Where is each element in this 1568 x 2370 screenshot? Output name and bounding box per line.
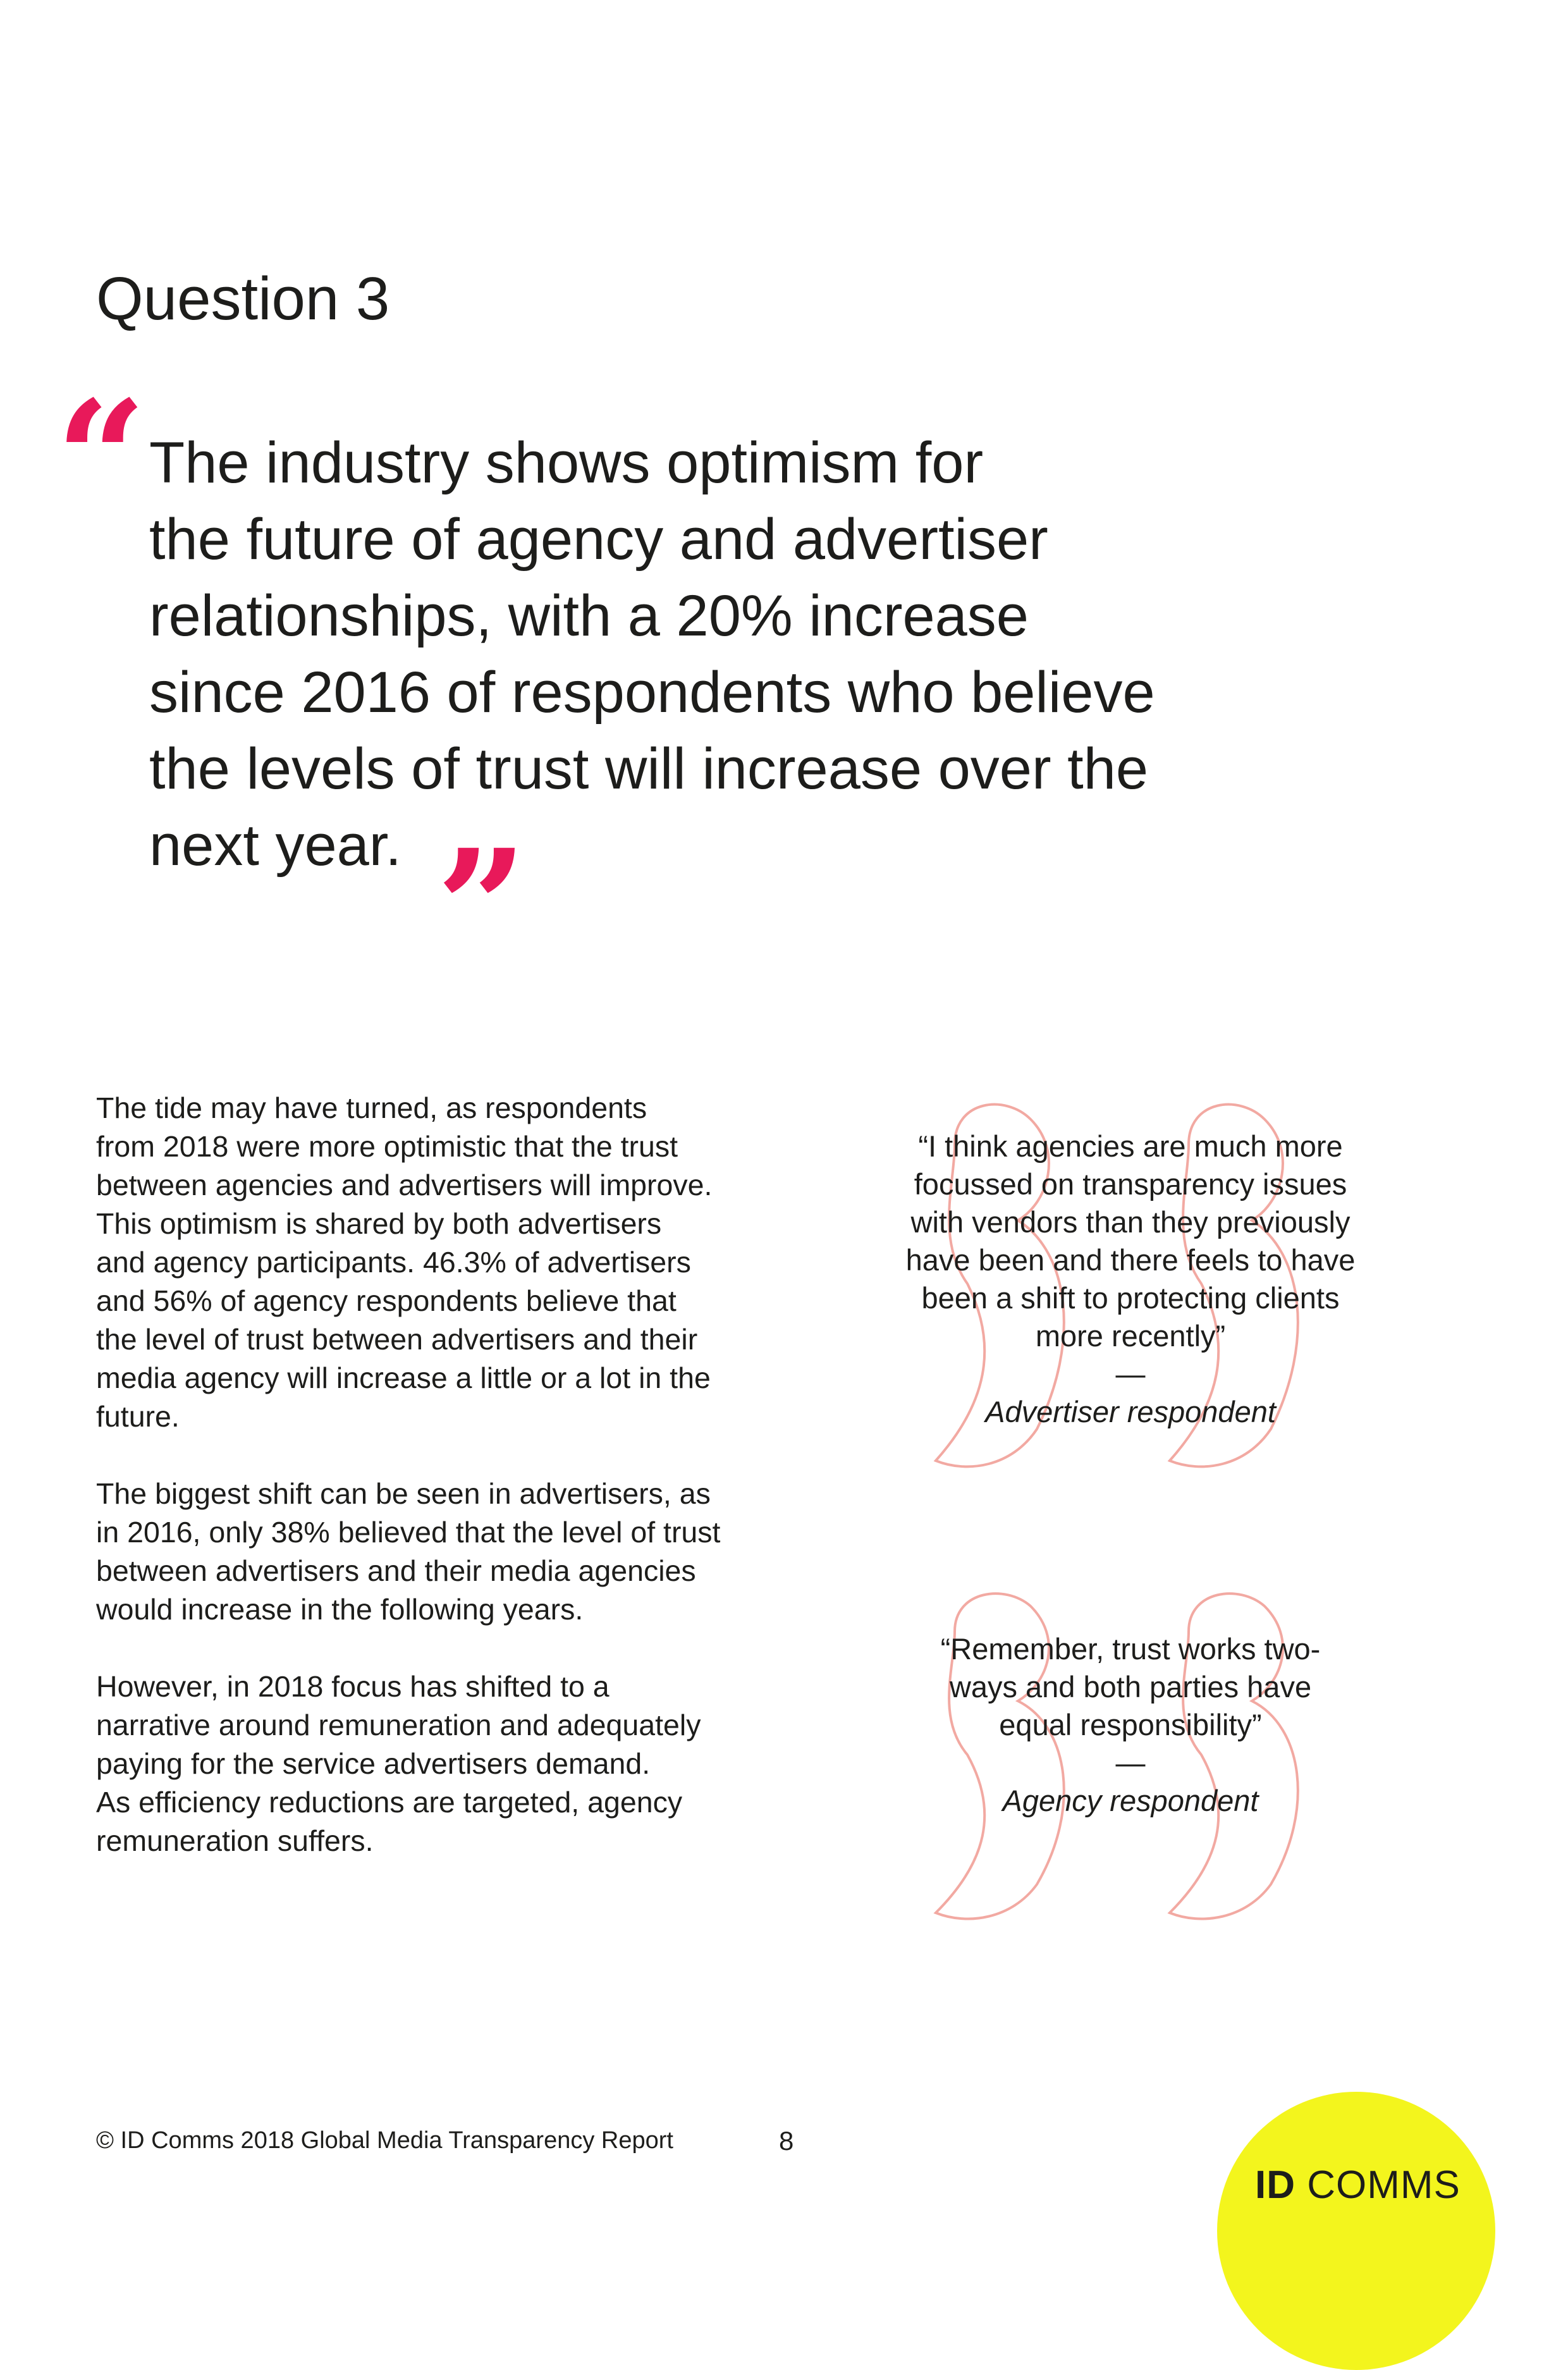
logo-circle xyxy=(1217,2092,1495,2370)
quote-dash: — xyxy=(1115,1357,1146,1391)
respondent-quote xyxy=(827,1630,1434,1820)
pull-quote-line: relationships, with a 20% increase xyxy=(149,584,1029,648)
logo xyxy=(1255,2163,1461,2207)
pull-quote-line: since 2016 of respondents who believe xyxy=(149,660,1155,725)
body-line: As efficiency reductions are targeted, agency xyxy=(96,1786,683,1819)
quote-line: with vendors than they previously xyxy=(910,1205,1351,1239)
page-heading: Question 3 xyxy=(96,265,390,333)
body-paragraph xyxy=(96,1475,804,1629)
quote-line: “Remember, trust works two- xyxy=(940,1632,1321,1666)
body-line: the level of trust between advertisers and their xyxy=(96,1323,698,1356)
quote-line: more recently” xyxy=(1035,1319,1226,1353)
body-paragraph xyxy=(96,1089,804,1436)
body-line: media agency will increase a little or a lot in the xyxy=(96,1361,711,1394)
body-text xyxy=(96,1089,804,1899)
body-line: This optimism is shared by both advertisers xyxy=(96,1207,662,1240)
quote-line: ways and both parties have xyxy=(949,1670,1312,1704)
body-line: narrative around remuneration and adequately xyxy=(96,1709,701,1741)
quote-line: focussed on transparency issues xyxy=(914,1167,1347,1201)
body-line: between agencies and advertisers will improve. xyxy=(96,1169,713,1201)
logo-id: ID xyxy=(1255,2163,1295,2207)
body-line: and 56% of agency respondents believe that xyxy=(96,1284,677,1317)
body-line: would increase in the following years. xyxy=(96,1593,584,1626)
body-line: paying for the service advertisers demand. xyxy=(96,1747,651,1780)
pull-quote xyxy=(149,425,1351,884)
quote-line: have been and there feels to have xyxy=(905,1243,1356,1277)
respondent-quote xyxy=(827,1127,1434,1431)
quote-line: been a shift to protecting clients xyxy=(921,1281,1340,1315)
quote-attribution: Advertiser respondent xyxy=(985,1395,1276,1428)
footer-copyright: © ID Comms 2018 Global Media Transparency Report xyxy=(96,2127,673,2154)
body-line: The biggest shift can be seen in advertisers, as xyxy=(96,1477,711,1510)
close-quote-icon: ” xyxy=(436,814,527,1000)
body-line: and agency participants. 46.3% of advertisers xyxy=(96,1246,691,1279)
pull-quote-line: The industry shows optimism for xyxy=(149,431,984,495)
quote-attribution: Agency respondent xyxy=(1002,1784,1259,1817)
open-quote-icon: “ xyxy=(56,365,147,551)
logo-comms: COMMS xyxy=(1307,2163,1461,2207)
page-number: 8 xyxy=(779,2126,794,2156)
quote-dash: — xyxy=(1115,1746,1146,1779)
pull-quote-line: the levels of trust will increase over the xyxy=(149,737,1149,801)
body-line: future. xyxy=(96,1400,180,1433)
quote-line: “I think agencies are much more xyxy=(918,1129,1343,1163)
quote-line: equal responsibility” xyxy=(999,1708,1262,1741)
pull-quote-line: the future of agency and advertiser xyxy=(149,507,1048,572)
body-line: between advertisers and their media agencies xyxy=(96,1554,696,1587)
body-line: However, in 2018 focus has shifted to a xyxy=(96,1670,609,1703)
body-line: from 2018 were more optimistic that the trust xyxy=(96,1130,678,1163)
body-line: remuneration suffers. xyxy=(96,1824,374,1857)
body-line: in 2016, only 38% believed that the level of trust xyxy=(96,1516,721,1549)
pull-quote-line: next year. xyxy=(149,813,401,878)
body-line: The tide may have turned, as respondents xyxy=(96,1091,647,1124)
body-paragraph xyxy=(96,1667,804,1860)
